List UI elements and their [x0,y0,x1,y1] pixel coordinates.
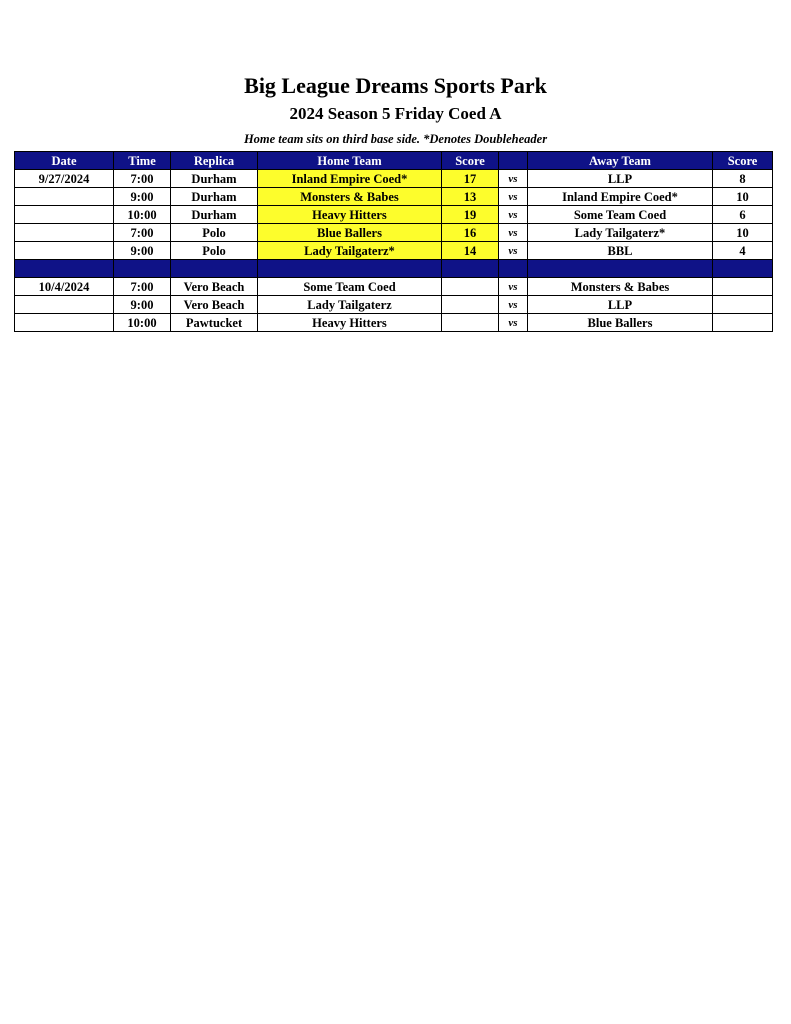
cell-home-team: Inland Empire Coed* [258,170,442,188]
cell-away-score [713,278,773,296]
cell-away-score: 10 [713,224,773,242]
cell-time: 10:00 [114,314,171,332]
divider-cell [528,260,713,278]
table-row [15,170,773,188]
cell-date [15,296,114,314]
cell-date: 9/27/2024 [15,170,114,188]
cell-home-team: Heavy Hitters [258,314,442,332]
cell-replica: Vero Beach [171,278,258,296]
cell-away-score: 4 [713,242,773,260]
cell-home-score: 16 [442,224,499,242]
table-row [15,206,773,224]
cell-away-team: Inland Empire Coed* [528,188,713,206]
cell-home-team: Blue Ballers [258,224,442,242]
col-header-date: Date [15,152,114,170]
page-subtitle: 2024 Season 5 Friday Coed A [289,104,502,123]
col-header-home-team: Home Team [258,152,442,170]
cell-away-score: 10 [713,188,773,206]
cell-home-score: 13 [442,188,499,206]
cell-away-team: Blue Ballers [528,314,713,332]
cell-date: 10/4/2024 [15,278,114,296]
cell-away-team: Some Team Coed [528,206,713,224]
cell-home-score: 19 [442,206,499,224]
schedule-table [14,151,773,332]
table-row [15,278,773,296]
cell-vs: vs [499,224,528,242]
cell-home-score [442,296,499,314]
cell-date [15,224,114,242]
week-divider-row [15,260,773,278]
cell-home-team: Heavy Hitters [258,206,442,224]
cell-replica: Durham [171,206,258,224]
cell-date [15,314,114,332]
cell-home-score: 14 [442,242,499,260]
col-header-time: Time [114,152,171,170]
header-row [15,152,773,170]
divider-cell [713,260,773,278]
table-row [15,296,773,314]
cell-home-score: 17 [442,170,499,188]
col-header-vs [499,152,528,170]
cell-time: 7:00 [114,170,171,188]
divider-cell [171,260,258,278]
cell-away-score: 6 [713,206,773,224]
cell-replica: Vero Beach [171,296,258,314]
cell-replica: Durham [171,170,258,188]
page-title: Big League Dreams Sports Park [244,73,547,98]
cell-away-team: BBL [528,242,713,260]
col-header-replica: Replica [171,152,258,170]
cell-away-score [713,296,773,314]
cell-replica: Polo [171,242,258,260]
col-header-away-team: Away Team [528,152,713,170]
divider-cell [114,260,171,278]
cell-away-score [713,314,773,332]
cell-time: 7:00 [114,278,171,296]
cell-time: 9:00 [114,296,171,314]
cell-vs: vs [499,314,528,332]
cell-away-team: Lady Tailgaterz* [528,224,713,242]
cell-away-score: 8 [713,170,773,188]
divider-cell [258,260,442,278]
cell-home-team: Lady Tailgaterz [258,296,442,314]
cell-home-team: Monsters & Babes [258,188,442,206]
cell-replica: Polo [171,224,258,242]
cell-vs: vs [499,188,528,206]
cell-date [15,242,114,260]
cell-vs: vs [499,206,528,224]
cell-vs: vs [499,278,528,296]
table-row [15,224,773,242]
divider-cell [15,260,114,278]
cell-away-team: LLP [528,170,713,188]
cell-home-score [442,278,499,296]
divider-cell [442,260,499,278]
cell-replica: Durham [171,188,258,206]
cell-time: 10:00 [114,206,171,224]
cell-away-team: Monsters & Babes [528,278,713,296]
col-header-away-score: Score [713,152,773,170]
cell-time: 9:00 [114,188,171,206]
cell-vs: vs [499,242,528,260]
cell-home-team: Lady Tailgaterz* [258,242,442,260]
cell-home-team: Some Team Coed [258,278,442,296]
cell-time: 7:00 [114,224,171,242]
cell-vs: vs [499,296,528,314]
table-row [15,242,773,260]
col-header-home-score: Score [442,152,499,170]
table-row [15,188,773,206]
table-row [15,314,773,332]
schedule-note: Home team sits on third base side. *Denotes Doubleheader [243,132,548,146]
cell-replica: Pawtucket [171,314,258,332]
cell-date [15,206,114,224]
cell-vs: vs [499,170,528,188]
cell-date [15,188,114,206]
cell-time: 9:00 [114,242,171,260]
cell-away-team: LLP [528,296,713,314]
divider-cell [499,260,528,278]
cell-home-score [442,314,499,332]
